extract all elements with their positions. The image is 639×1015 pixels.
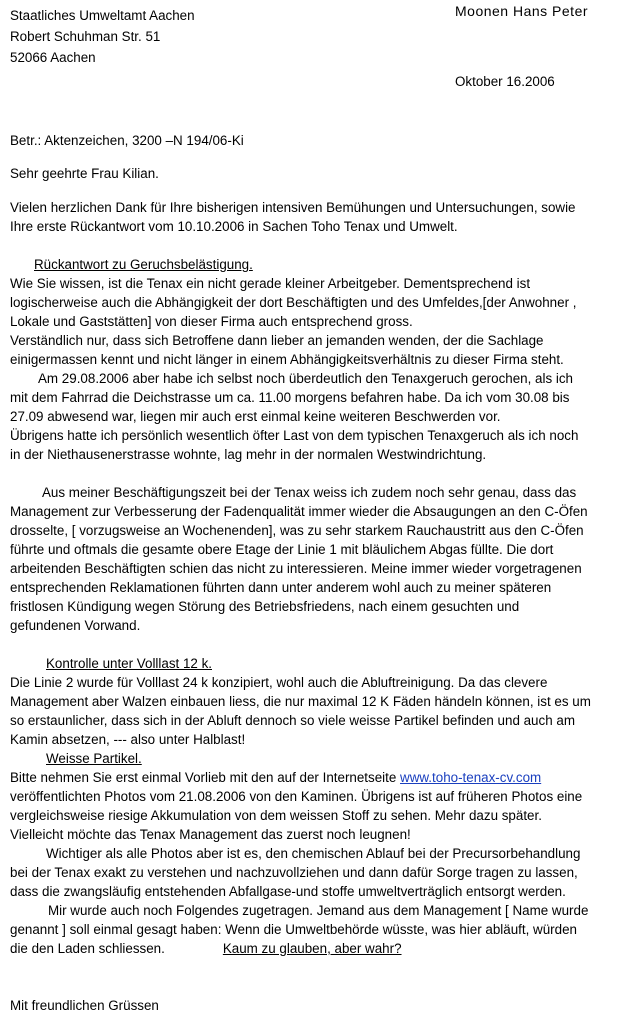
closing-remark: Kaum zu glauben, aber wahr? <box>222 941 402 956</box>
paragraph-line: Vielleicht möchte das Tenax Management das zuerst noch leugnen! <box>10 827 411 842</box>
paragraph-line: Die Linie 2 wurde für Volllast 24 k konzipiert, wohl auch die Abluftreinigung. Da das clevere <box>10 675 548 690</box>
recipient-line-1: Staatliches Umweltamt Aachen <box>10 8 195 23</box>
paragraph-line: fristlosen Kündigung wegen Störung des Betriebsfriedens, nach einem gesuchten und <box>10 599 520 614</box>
paragraph-line: Mir wurde auch noch Folgendes zugetragen. Jemand aus dem Management [ Name wurde <box>48 903 589 918</box>
paragraph-line: drosselte, [ vorzugsweise an Wochenenden], was zu sehr starkem Rauchaustritt aus den C-Öfen <box>10 523 584 538</box>
recipient-line-3: 52066 Aachen <box>10 50 96 65</box>
paragraph-line: logischerweise auch die Abhängigkeit der dort Beschäftigten und des Umfeldes,[der Anwohner , <box>10 295 577 310</box>
paragraph-line: Wichtiger als alle Photos aber ist es, den chemischen Ablauf bei der Precursorbehandlung <box>46 846 581 861</box>
paragraph-line: bei der Tenax exakt zu verstehen und nachzuvollziehen und dann dafür Sorge tragen zu lassen, <box>10 865 578 880</box>
paragraph-line: Wie Sie wissen, ist die Tenax ein nicht gerade kleiner Arbeitgeber. Dementsprechend ist <box>10 276 531 291</box>
paragraph-line: dass die zwangsläufig entstehenden Abfallgase-und stoffe umweltverträglich entsorgt werden. <box>10 884 566 899</box>
section-heading-full-load: Kontrolle unter Volllast 12 k. <box>46 656 212 671</box>
closing-greeting: Mit freundlichen Grüssen <box>10 998 159 1013</box>
paragraph-line: 27.09 abwesend war, liegen mir auch erst einmal keine weiteren Beschwerden vor. <box>10 409 501 424</box>
recipient-line-2: Robert Schuhman Str. 51 <box>10 29 161 44</box>
website-link[interactable]: www.toho-tenax-cv.com <box>400 770 542 785</box>
paragraph-line: vergleichsweise riesige Akkumulation von dem weissen Stoff zu sehen. Mehr dazu später. <box>10 808 542 823</box>
sender-name: Moonen Hans Peter <box>455 3 589 19</box>
paragraph-line: einigermassen kennt und nicht länger in einem Abhängigkeitsverhältnis zu dieser Firma steht. <box>10 352 564 367</box>
paragraph-line: gefundenen Vorwand. <box>10 618 141 633</box>
paragraph-line: Übrigens hatte ich persönlich wesentlich öfter Last von dem typischen Tenaxgeruch als ich noch <box>10 428 579 443</box>
paragraph-line: Management aber Walzen einbauen liess, die nur maximal 12 K Fäden händeln können, ist es um <box>10 694 591 709</box>
letter-body <box>10 198 639 1015</box>
paragraph-line: entsprechenden Reklamationen führten dann unter anderem wohl auch zu meiner späteren <box>10 580 552 595</box>
paragraph-line: mit dem Fahrrad die Deichstrasse um ca. 11.00 morgens befahren habe. Da ich vom 30.08 bis <box>10 390 570 405</box>
salutation: Sehr geehrte Frau Kilian. <box>10 166 159 181</box>
recipient-address <box>10 5 195 68</box>
paragraph-line: genannt ] soll einmal gesagt haben: Wenn die Umweltbehörde wüsste, was hier abläuft, würden <box>10 922 577 937</box>
paragraph-line: in der Niethausenerstrasse wohnte, lag mehr in der normalen Westwindrichtung. <box>10 447 487 462</box>
paragraph-line: Lokale und Gaststätten] von dieser Firma auch entsprechend gross. <box>10 314 413 329</box>
paragraph-line: die den Laden schliessen. Kaum zu glauben, aber wahr? <box>10 941 402 956</box>
paragraph-line: Bitte nehmen Sie erst einmal Vorlieb mit den auf der Internetseite www.toho-tenax-cv.com <box>10 770 542 785</box>
paragraph-line: so erstaunlicher, dass sich in der Abluft dennoch so viele weisse Partikel befinden und auch am <box>10 713 575 728</box>
letter-date: Oktober 16.2006 <box>455 74 555 89</box>
subject-line: Betr.: Aktenzeichen, 3200 –N 194/06-Ki <box>10 133 244 148</box>
paragraph-line: Am 29.08.2006 aber habe ich selbst noch überdeutlich den Tenaxgeruch gerochen, als ich <box>38 371 573 386</box>
paragraph-line: Vielen herzlichen Dank für Ihre bisherigen intensiven Bemühungen und Untersuchungen, sowie <box>10 200 576 215</box>
paragraph-line: führte und oftmals die gesamte obere Etage der Linie 1 mit bläulichem Abgas füllte. Die dort <box>10 542 554 557</box>
paragraph-line: Ihre erste Rückantwort vom 10.10.2006 in Sachen Toho Tenax und Umwelt. <box>10 219 458 234</box>
section-heading-particles: Weisse Partikel. <box>46 751 142 766</box>
paragraph-line: Aus meiner Beschäftigungszeit bei der Tenax weiss ich zudem noch sehr genau, dass das <box>42 485 577 500</box>
paragraph-line: veröffentlichten Photos vom 21.08.2006 von den Kaminen. Übrigens ist auf früheren Photos eine <box>10 789 583 804</box>
paragraph-line: Verständlich nur, dass sich Betroffene dann lieber an jemanden wenden, der die Sachlage <box>10 333 544 348</box>
paragraph-line: Management zur Verbesserung der Fadenqualität immer wieder die Absaugungen an den C-Öfen <box>10 504 588 519</box>
paragraph-line: arbeitenden Beschäftigten schien das nicht zu interessieren. Meine immer wieder vorgetragenen <box>10 561 582 576</box>
paragraph-line: Kamin absetzen, --- also unter Halblast! <box>10 732 246 747</box>
section-heading-odor: Rückantwort zu Geruchsbelästigung. <box>34 257 253 272</box>
